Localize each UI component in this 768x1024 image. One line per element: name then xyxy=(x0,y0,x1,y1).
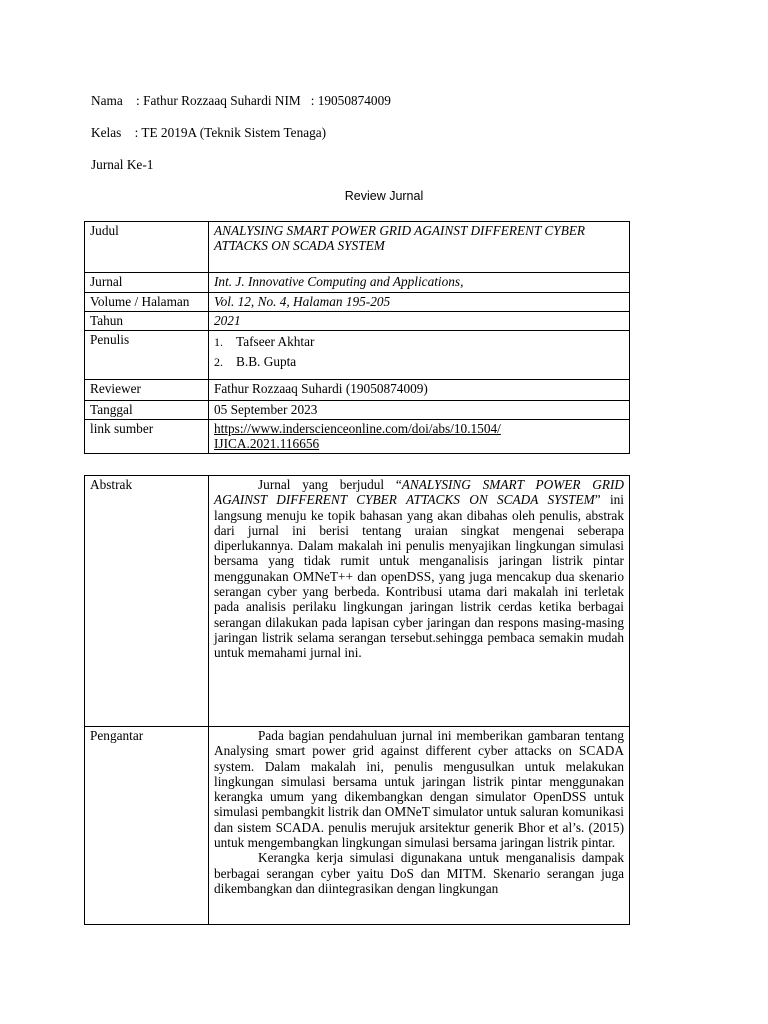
pengantar-paragraph-1: Pada bagian pendahuluan jurnal ini memberikan gambaran tentang Analysing smart power grid against different cyber attacks on SCADA system. Dalam makalah ini, penulis mengusulkan untuk melakukan lingkungan simulasi bersama untuk jaringan listrik pintar menggunakan kerangka umum yang dikembangkan dengan simulator OpenDSS untuk simulasi pembangkit listrik dan OMNeT simulator untuk saluran komunikasi dan sistem SCADA. penulis merujuk arsitektur generik Bhor et al’s. (2015) untuk mengembangkan lingkungan simulasi bersama jaringan listrik pintar. xyxy=(214,728,624,851)
row-volume xyxy=(85,293,630,312)
reviewer-value: Fathur Rozzaaq Suhardi (19050874009) xyxy=(209,380,630,401)
row-tanggal xyxy=(85,401,630,420)
nama-line xyxy=(91,93,391,109)
review-title: Review Jurnal xyxy=(344,189,424,203)
nama-value: : Fathur Rozzaaq Suhardi NIM : 19050874009 xyxy=(136,93,391,108)
row-link xyxy=(85,420,630,454)
kelas-line xyxy=(91,125,326,141)
volume-label: Volume / Halaman xyxy=(85,293,209,312)
row-judul xyxy=(85,222,630,273)
link-value xyxy=(209,420,630,454)
nama-label: Nama xyxy=(91,93,123,108)
penulis-item: 1. Tafseer Akhtar xyxy=(214,334,315,349)
penulis-value xyxy=(209,331,630,380)
kelas-label: Kelas xyxy=(91,125,122,140)
judul-label: Judul xyxy=(85,222,209,273)
row-reviewer xyxy=(85,380,630,401)
link-label: link sumber xyxy=(85,420,209,454)
tanggal-value: 05 September 2023 xyxy=(209,401,630,420)
row-jurnal xyxy=(85,273,630,293)
info-table xyxy=(84,221,630,454)
jurnal-value: Int. J. Innovative Computing and Applications, xyxy=(209,273,630,293)
tahun-value: 2021 xyxy=(209,312,630,331)
jurnal-label: Jurnal xyxy=(85,273,209,293)
row-abstrak xyxy=(85,476,630,727)
reviewer-label: Reviewer xyxy=(85,380,209,401)
penulis-item: 2. B.B. Gupta xyxy=(214,354,297,369)
pengantar-label: Pengantar xyxy=(85,727,209,925)
pengantar-paragraph-2: Kerangka kerja simulasi digunakana untuk menganalisis dampak berbagai serangan cyber yaitu DoS dan MITM. Skenario serangan juga dikembangkan dan diintegrasikan dengan lingkungan xyxy=(214,850,624,896)
review-table xyxy=(84,475,630,925)
penulis-list xyxy=(214,332,624,372)
abstrak-paragraph: Jurnal yang berjudul “ANALYSING SMART POWER GRID AGAINST DIFFERENT CYBER ATTACKS ON SCADA SYSTEM” ini langsung menuju ke topik bahasan yang akan dibahas oleh penulis, abstrak dari jurnal ini berisi tentang uraian singkat mengenai seberapa diperlukannya. Dalam makalah ini penulis menyajikan lingkungan simulasi bersama yang tidak rumit untuk menganalisis jaringan listrik pintar menggunakan OMNeT++ dan openDSS, yang juga mencakup dua skenario serangan cyber yang berbeda. Kontribusi utama dari makalah ini terletak pada analisis perilaku lingkungan jaringan listrik cerdas ketika berbagai serangan dilakukan pada lapisan cyber jaringan dan respons masing-masing jaringan listrik selama serangan tersebut.sehingga pembaca semakin mudah untuk memahami jurnal ini. xyxy=(214,477,624,661)
row-penulis xyxy=(85,331,630,380)
tanggal-label: Tanggal xyxy=(85,401,209,420)
abstrak-value xyxy=(209,476,630,727)
row-pengantar xyxy=(85,727,630,925)
volume-value: Vol. 12, No. 4, Halaman 195-205 xyxy=(209,293,630,312)
abstrak-label: Abstrak xyxy=(85,476,209,727)
row-tahun xyxy=(85,312,630,331)
source-link[interactable]: https://www.inderscienceonline.com/doi/abs/10.1504/ IJICA.2021.116656 xyxy=(214,421,501,451)
pengantar-value xyxy=(209,727,630,925)
penulis-label: Penulis xyxy=(85,331,209,380)
abstrak-journal-title: ANALYSING SMART POWER GRID AGAINST DIFFERENT CYBER ATTACKS ON SCADA SYSTEM xyxy=(214,477,624,508)
jurnal-ke: Jurnal Ke-1 xyxy=(91,157,154,172)
kelas-value: : TE 2019A (Teknik Sistem Tenaga) xyxy=(134,125,327,140)
tahun-label: Tahun xyxy=(85,312,209,331)
judul-value: ANALYSING SMART POWER GRID AGAINST DIFFERENT CYBER ATTACKS ON SCADA SYSTEM xyxy=(209,222,630,273)
